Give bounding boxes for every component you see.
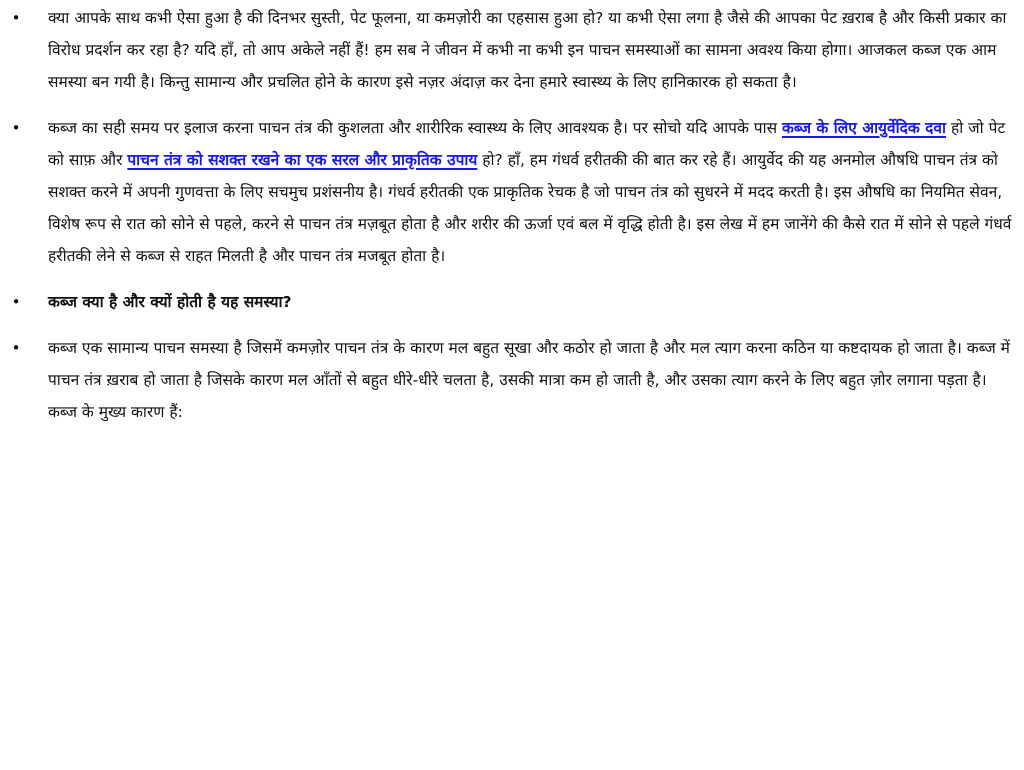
link-ayurvedic-constipation-medicine[interactable]: कब्ज के लिए आयुर्वेदिक दवा [782,119,947,137]
paragraph-text: कब्ज का सही समय पर इलाज करना पाचन तंत्र की कुशलता और शारीरिक स्वास्थ्य के लिए आवश्यक है। पर सोचो यदि आपके पास [48,119,783,137]
list-item-heading [0,286,1024,318]
bullet-icon: • [11,119,21,137]
paragraph-text: कब्ज एक सामान्य पाचन समस्या है जिसमें कमज़ोर पाचन तंत्र के कारण मल बहुत सूखा और कठोर हो जाता है और मल त्याग करना कठिन या कष्टदायक हो जाता है। कब्ज में पाचन तंत्र ख़राब हो जाता है जिसके कारण मल आँतों से बहुत धीरे-धीरे चलता है, उसकी मात्रा कम हो जाती है, और उसका त्याग करने के लिए बहुत ज़ोर लगाना पड़ता है। कब्ज के मुख्य कारण हैं: [48,339,1010,421]
bullet-list [0,2,1024,428]
paragraph-text: क्या आपके साथ कभी ऐसा हुआ है की दिनभर सुस्ती, पेट फूलना, या कमज़ोरी का एहसास हुआ हो? या कभी ऐसा लगा है जैसे की आपका पेट ख़राब है और किसी प्रकार का विरोध प्रदर्शन कर रहा है? यदि हाँ, तो आप अकेले नहीं हैं! हम सब ने जीवन में कभी ना कभी इन पाचन समस्याओं का सामना अवश्य किया होगा। आजकल कब्ज एक आम समस्या बन गयी है। किन्तु सामान्य और प्रचलित होने के कारण इसे नज़र अंदाज़ कर देना हमारे स्वास्थ्य के लिए हानिकारक हो सकता है। [48,9,1007,91]
bullet-icon: • [11,293,21,311]
bullet-icon: • [11,339,21,357]
paragraph-text: हो? हाँ, हम गंधर्व हरीतकी की बात कर रहे हैं। आयुर्वेद की यह अनमोल औषधि पाचन तंत्र को सशक्त करने में अपनी गुणवत्ता के लिए सचमुच प्रशंसनीय है। गंधर्व हरीतकी एक प्राकृतिक रेचक है जो पाचन तंत्र को सुधरने में मदद करती है। इस औषधि का नियमित सेवन, विशेष रूप से रात को सोने से पहले, करने से पाचन तंत्र मज़बूत होता है और शरीर की ऊर्जा एवं बल में वृद्धि होती है। इस लेख में हम जानेंगे की कैसे रात में सोने से पहले गंधर्व हरीतकी लेने से कब्ज से राहत मिलती है और पाचन तंत्र मजबूत होता है। [48,151,1012,265]
article-content [0,2,1024,428]
list-item-intro [0,2,1024,98]
list-item-definition [0,332,1024,428]
section-heading: कब्ज क्या है और क्यों होती है यह समस्या? [48,293,292,311]
bullet-icon: • [11,9,21,27]
link-natural-digestion-remedy[interactable]: पाचन तंत्र को सशक्त रखने का एक सरल और प्राकृतिक उपाय [127,151,478,169]
paragraph-text: हो जो पेट को साफ़ और [48,119,1006,169]
list-item-treatment [0,112,1024,272]
